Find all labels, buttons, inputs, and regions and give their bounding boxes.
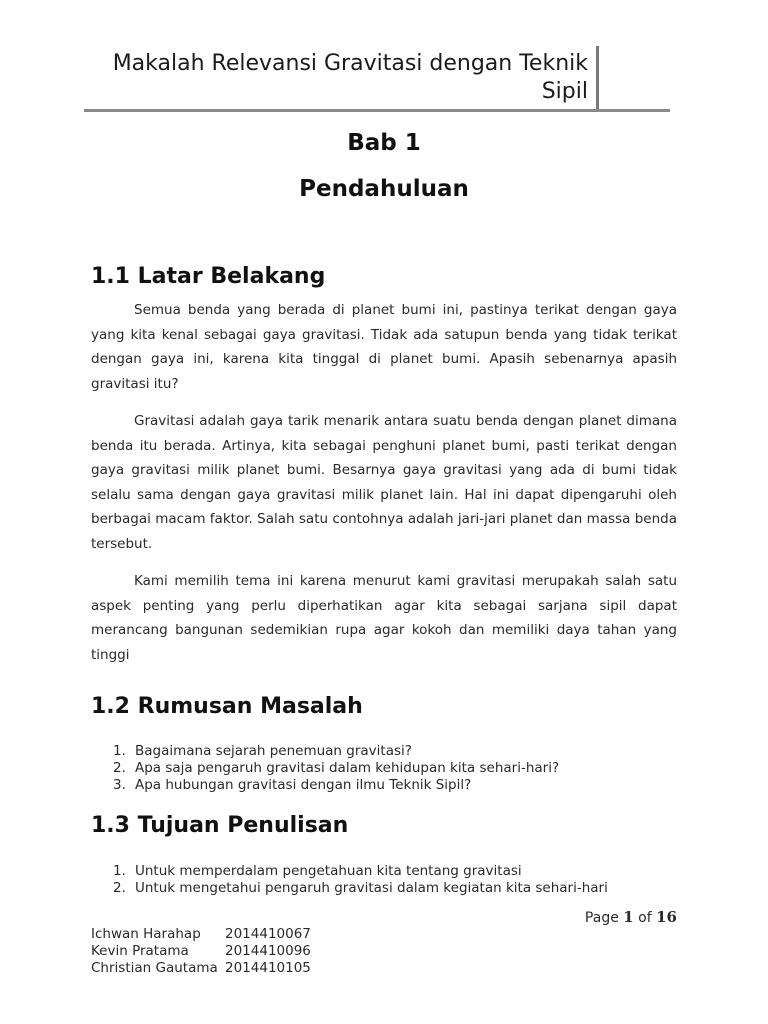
document-header	[84, 46, 596, 108]
section-heading-tujuan-penulisan: 1.3 Tujuan Penulisan	[91, 813, 349, 838]
paragraph-3: Kami memilih tema ini karena menurut kami gravitasi merupakah salah satu aspek penting yang perlu diperhatikan agar kita sebagai sarjana sipil dapat merancang bangunan sedemikian rupa agar kokoh dan memiliki daya tahan yang tinggi	[91, 573, 677, 663]
page-total: 16	[656, 908, 677, 926]
author-id: 2014410105	[225, 960, 311, 976]
page-label: Page	[584, 910, 619, 926]
author-row	[91, 960, 311, 977]
author-name: Christian Gautama	[91, 960, 218, 976]
list-text: Bagaimana sejarah penemuan gravitasi?	[135, 743, 412, 759]
paragraph-2: Gravitasi adalah gaya tarik menarik antara suatu benda dengan planet dimana benda itu berada. Artinya, kita sebagai penghuni planet bumi, pasti terikat dengan gaya gravitasi milik planet bumi. Besarnya gaya gravitasi yang ada di bumi tidak selalu sama dengan gaya gravitasi milik planet lain. Hal ini dapat dipengaruhi oleh berbagai macam faktor. Salah satu contohnya adalah jari-jari planet dan massa benda tersebut.	[91, 413, 677, 552]
author-id: 2014410067	[225, 926, 311, 942]
page-number	[585, 908, 677, 926]
header-vertical-rule	[596, 46, 599, 110]
header-title: Makalah Relevansi Gravitasi dengan Teknik Sipil	[112, 51, 588, 104]
list-item	[91, 880, 651, 897]
list-number: 2.	[113, 760, 126, 776]
list-number: 3.	[113, 777, 126, 793]
list-number: 2.	[113, 880, 126, 896]
list-text: Untuk mengetahui pengaruh gravitasi dalam kegiatan kita sehari-hari	[135, 880, 608, 896]
chapter-number: Bab 1	[347, 130, 421, 156]
author-row	[91, 943, 311, 960]
header-horizontal-rule	[84, 109, 670, 112]
section-heading-rumusan-masalah: 1.2 Rumusan Masalah	[91, 694, 363, 719]
paragraph-1: Semua benda yang berada di planet bumi ini, pastinya terikat dengan gaya yang kita kenal sebagai gaya gravitasi. Tidak ada satupun benda yang tidak terikat dengan gaya ini, karena kita tinggal di planet bumi. Apasih sebenarnya apasih gravitasi itu?	[91, 302, 677, 392]
rumusan-list	[91, 743, 651, 794]
section-heading-latar-belakang: 1.1 Latar Belakang	[91, 264, 326, 289]
author-name: Ichwan Harahap	[91, 926, 201, 942]
author-row	[91, 926, 311, 943]
page-current: 1	[623, 908, 634, 926]
list-text: Untuk memperdalam pengetahuan kita tentang gravitasi	[135, 863, 522, 879]
list-number: 1.	[113, 863, 126, 879]
list-number: 1.	[113, 743, 126, 759]
author-list	[91, 926, 311, 977]
list-item	[91, 743, 651, 760]
list-text: Apa saja pengaruh gravitasi dalam kehidupan kita sehari-hari?	[135, 760, 560, 776]
list-item	[91, 777, 651, 794]
tujuan-list	[91, 863, 651, 897]
chapter-title: Pendahuluan	[299, 176, 469, 202]
list-text: Apa hubungan gravitasi dengan ilmu Teknik Sipil?	[135, 777, 472, 793]
author-id: 2014410096	[225, 943, 311, 959]
list-item	[91, 863, 651, 880]
page-of: of	[638, 910, 652, 926]
author-name: Kevin Pratama	[91, 943, 189, 959]
list-item	[91, 760, 651, 777]
